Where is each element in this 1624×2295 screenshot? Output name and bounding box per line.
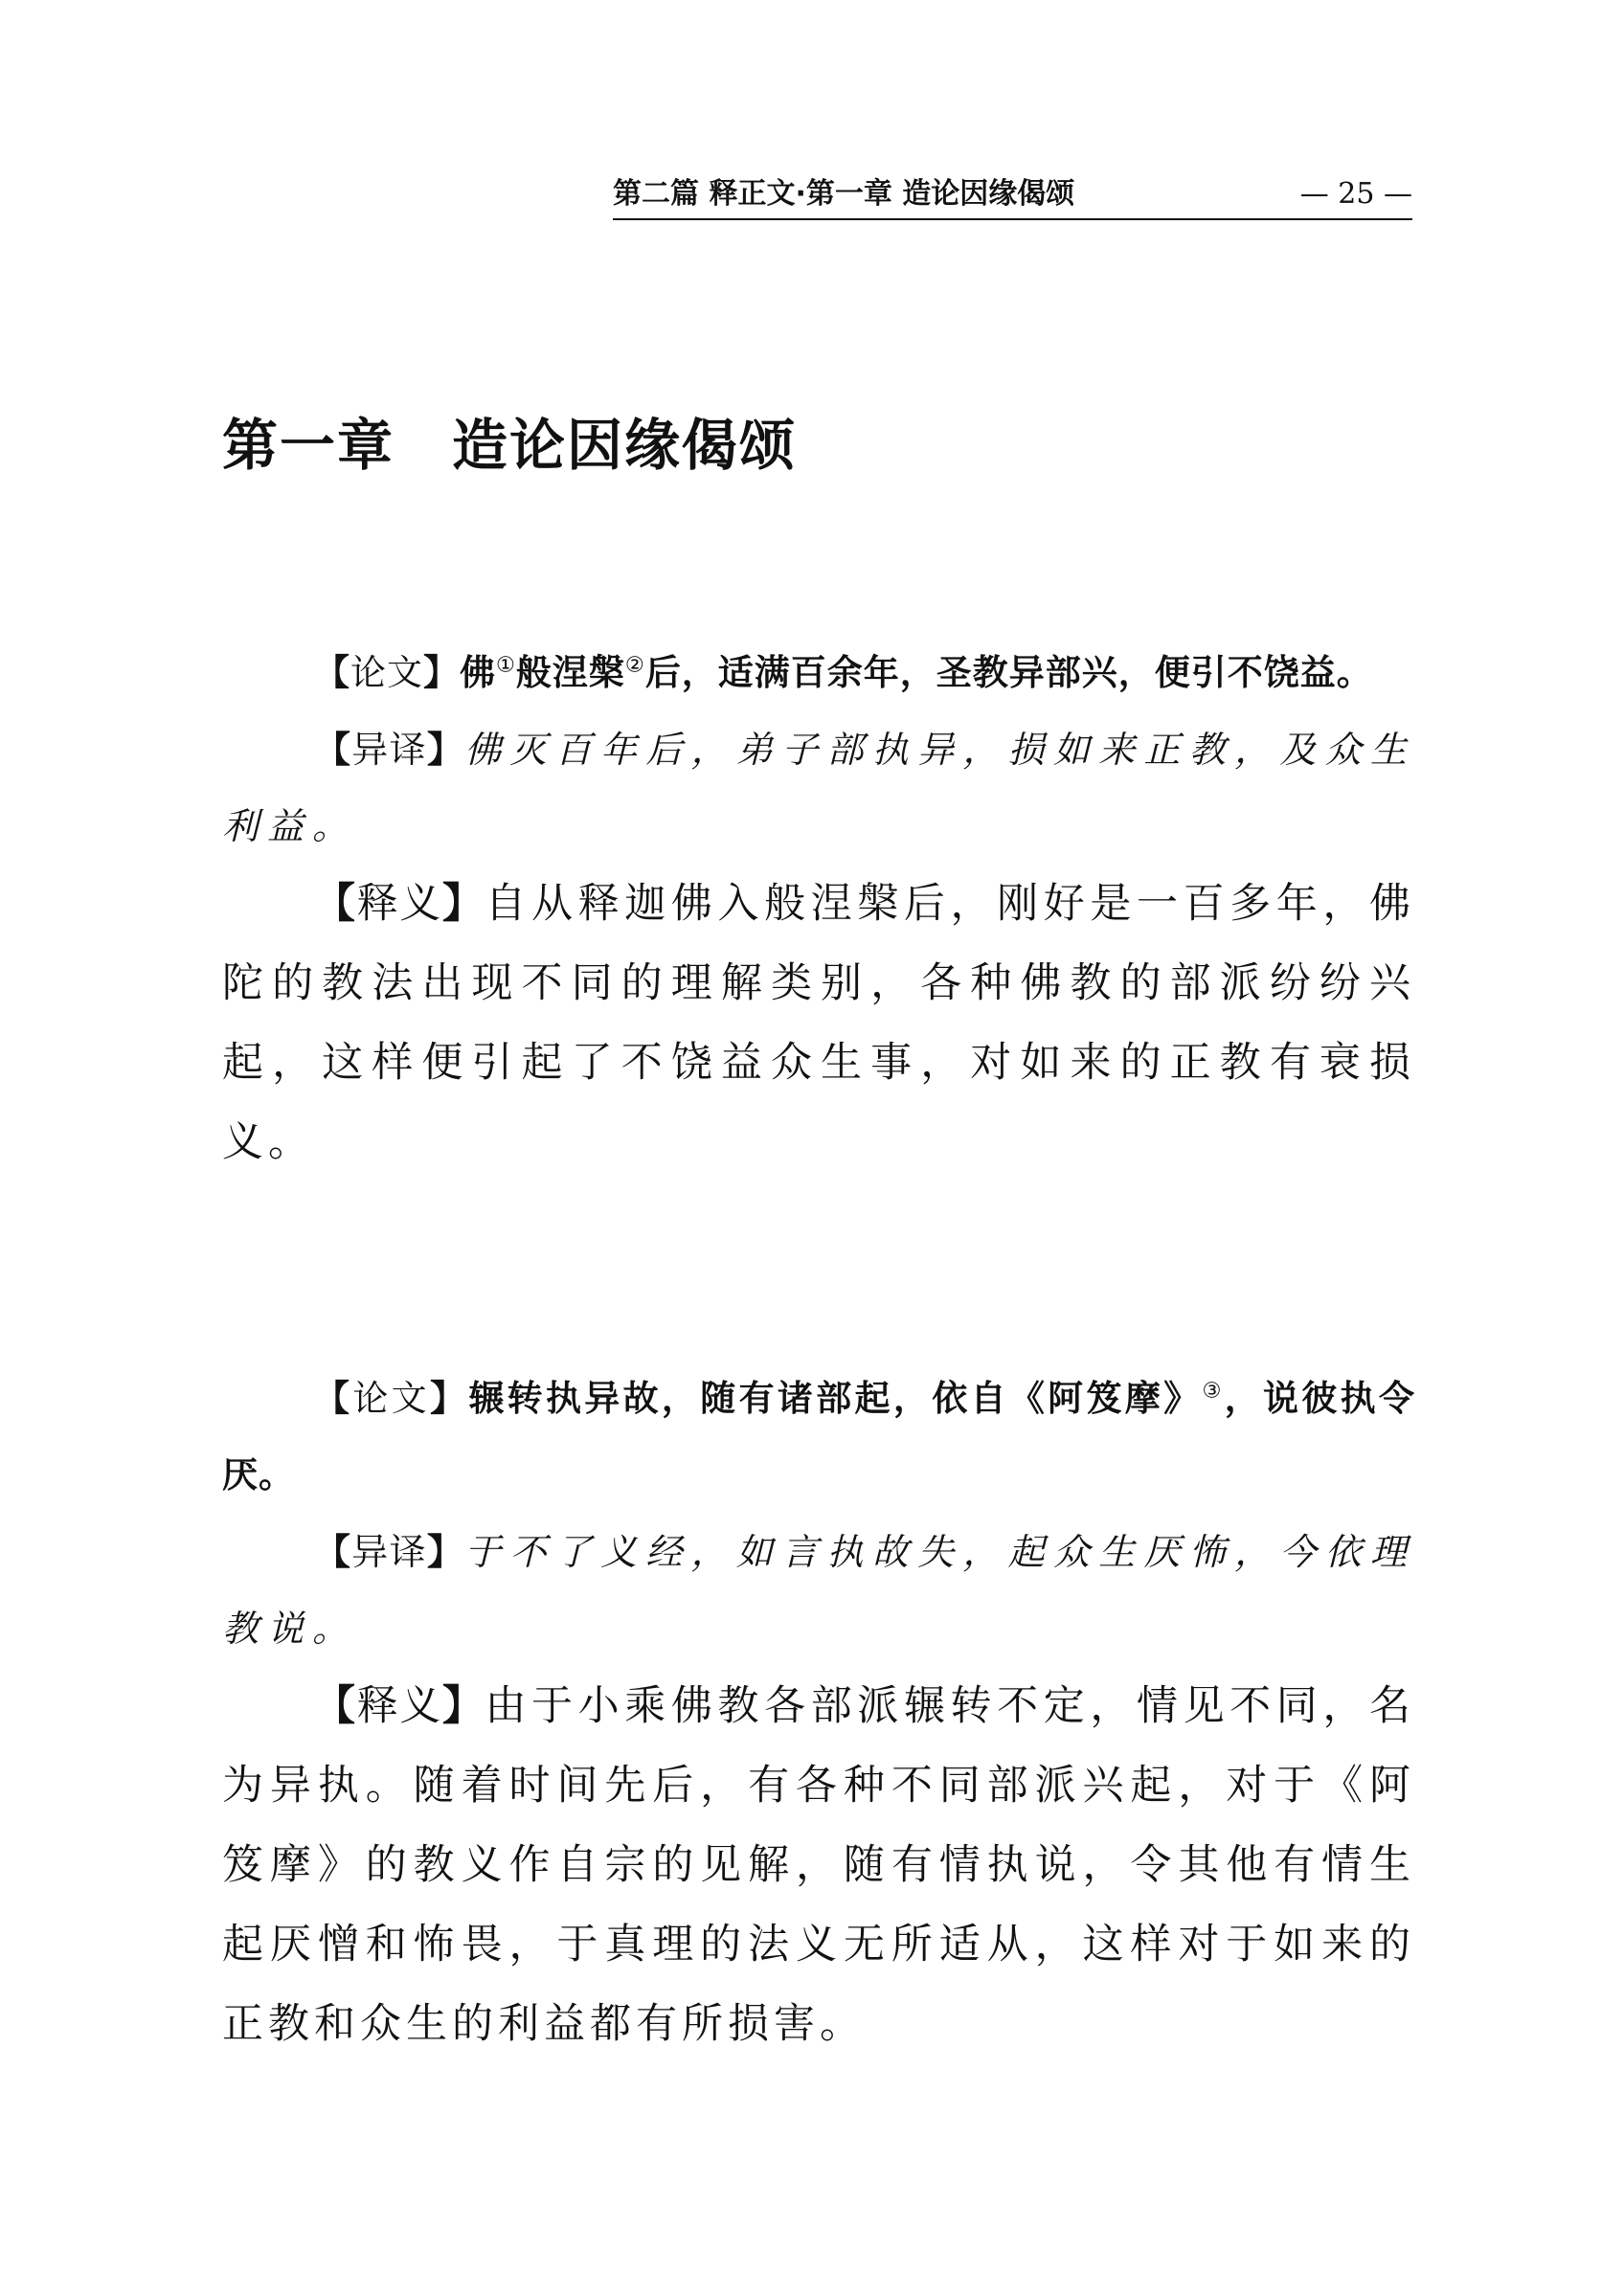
shiyi-paragraph xyxy=(222,1667,1415,2064)
yiyi-label: 【异译】 xyxy=(314,1530,465,1573)
yiyi-label: 【异译】 xyxy=(314,728,465,771)
chapter-name: 造论因缘偈颂 xyxy=(452,413,798,478)
lunwen-paragraph xyxy=(222,634,1415,711)
running-header xyxy=(613,170,1412,220)
yiyi-text: 佛灭百年后，弟子部执异，损如来正教，及众生利益。 xyxy=(222,729,1415,847)
yiyi-paragraph xyxy=(222,1514,1415,1667)
verse-section-2 xyxy=(222,1360,1415,2064)
shiyi-text: 自从释迦佛入般涅槃后，刚好是一百多年，佛陀的教法出现不同的理解类别，各种佛教的部派纷纷兴起，这样便引起了不饶益众生事，对如来的正教有衰损义。 xyxy=(222,880,1416,1166)
chapter-title xyxy=(222,412,797,479)
footnote-marker: ③ xyxy=(1202,1378,1225,1404)
shiyi-text: 由于小乘佛教各部派辗转不定，情见不同，名为异执。随着时间先后，有各种不同部派兴起，对于《阿笈摩》的教义作自宗的见解，随有情执说，令其他有情生起厌憎和怖畏，于真理的法义无所适从，这样对于如来的正教和众生的利益都有所损害。 xyxy=(222,1682,1416,2048)
lunwen-text: 辗转执异故，随有诸部起，依自《阿笈摩》③，说彼执令厌。 xyxy=(222,1378,1416,1496)
verse-section-1 xyxy=(222,634,1415,1182)
chapter-number: 第一章 xyxy=(222,413,395,478)
yiyi-text: 于不了义经，如言执故失，起众生厌怖，今依理教说。 xyxy=(222,1531,1415,1650)
shiyi-paragraph xyxy=(222,865,1415,1182)
page-number: — 25 — xyxy=(1299,177,1412,211)
footnote-marker: ② xyxy=(624,652,645,678)
lunwen-paragraph xyxy=(222,1360,1415,1514)
running-header-title: 第二篇 释正文·第一章 造论因缘偈颂 xyxy=(613,177,1075,211)
lunwen-label: 【论文】 xyxy=(314,1377,469,1419)
shiyi-label: 【释义】 xyxy=(314,1682,485,1730)
shiyi-label: 【释义】 xyxy=(314,880,485,928)
lunwen-text: 佛①般涅槃②后，适满百余年，圣教异部兴，便引不饶益。 xyxy=(460,652,1373,693)
footnote-marker: ① xyxy=(496,652,516,678)
lunwen-label: 【论文】 xyxy=(314,651,460,693)
yiyi-paragraph xyxy=(222,711,1415,865)
